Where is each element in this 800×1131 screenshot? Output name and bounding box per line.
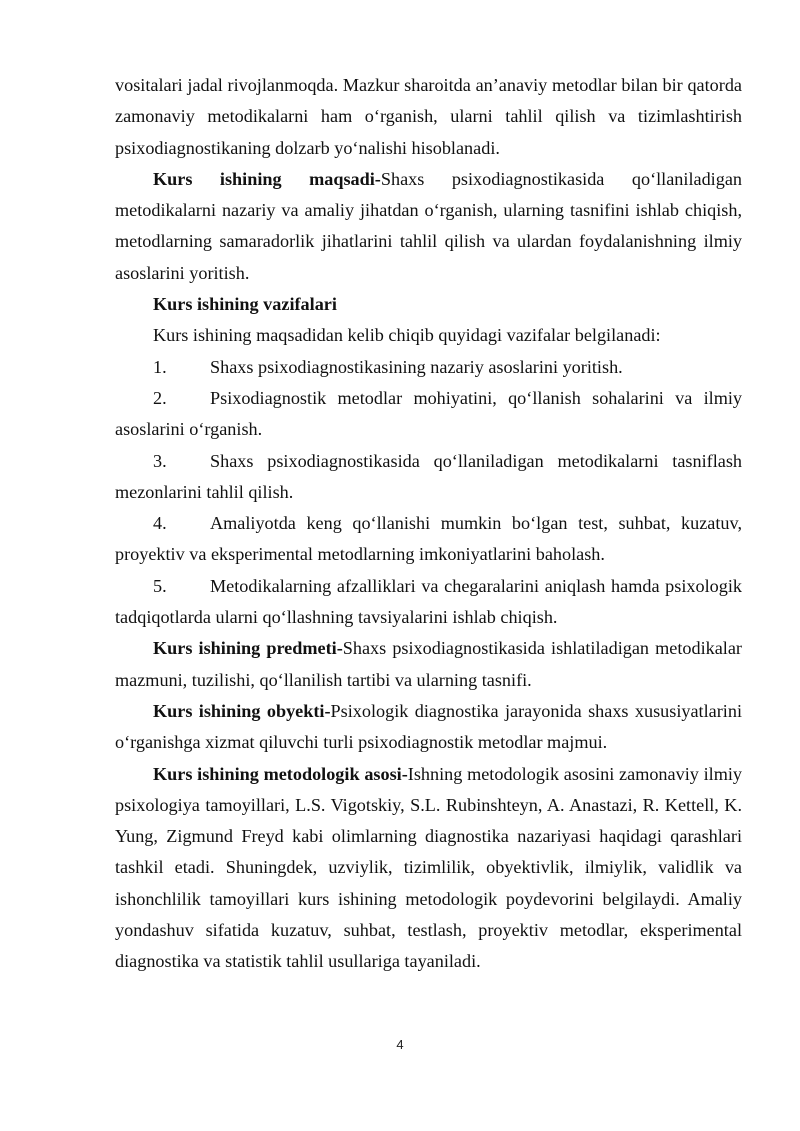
goal-paragraph bbox=[115, 164, 742, 289]
object-text: Psixologik diagnostika jarayonida shaxs xususiyatlarini o‘rganishga xizmat qiluvchi turli psixodiagnostik metodlar majmui. bbox=[115, 700, 742, 753]
methodology-label: Kurs ishining metodologik asosi- bbox=[153, 763, 408, 784]
list-item bbox=[115, 571, 742, 634]
subject-paragraph bbox=[115, 633, 742, 696]
list-item-number: 5. bbox=[153, 575, 167, 596]
list-item-text: Amaliyotda keng qo‘llanishi mumkin bo‘lgan test, suhbat, kuzatuv, proyektiv va eksperimental metodlarning imkoniyatlarini baholash. bbox=[115, 513, 742, 565]
goal-label: Kurs ishining maqsadi- bbox=[153, 168, 381, 189]
list-item-text: Metodikalarning afzalliklari va chegaralarini aniqlash hamda psixologik tadqiqotlarda ularni qo‘llashning tavsiyalarini ishlab chiqish. bbox=[115, 575, 742, 628]
object-label: Kurs ishining obyekti- bbox=[153, 700, 331, 721]
subject-label: Kurs ishining predmeti- bbox=[153, 638, 343, 659]
list-item bbox=[115, 508, 742, 571]
tasks-heading-text: Kurs ishining vazifalari bbox=[153, 294, 337, 315]
tasks-intro: Kurs ishining maqsadidan kelib chiqib quyidagi vazifalar belgilanadi: bbox=[153, 325, 661, 346]
intro-paragraph: vositalari jadal rivojlanmoqda. Mazkur sharoitda an’anaviy metodlar bilan bir qatorda zamonaviy metodikalarni ham o‘rganish, ularni tahlil qilish va tizimlashtirish psixodiagnostikaning dolzarb yo‘nalishi hisoblanadi. bbox=[115, 75, 742, 158]
page-number: 4 bbox=[396, 1037, 404, 1052]
list-item bbox=[115, 446, 742, 509]
list-item bbox=[115, 352, 742, 383]
list-item-text: Psixodiagnostik metodlar mohiyatini, qo‘llanish sohalarini va ilmiy asoslarini o‘rganish. bbox=[115, 387, 742, 440]
list-item-number: 2. bbox=[153, 387, 167, 408]
list-item-number: 3. bbox=[153, 450, 167, 471]
methodology-paragraph bbox=[115, 759, 742, 978]
list-item bbox=[115, 383, 742, 446]
list-item-number: 1. bbox=[153, 356, 167, 377]
list-item-number: 4. bbox=[153, 513, 167, 534]
methodology-text: Ishning metodologik asosini zamonaviy ilmiy psixologiya tamoyillari, L.S. Vigotskiy, S.L. Rubinshteyn, A. Anastazi, R. Kettell, K. Yung, Zigmund Freyd kabi olimlarning diagnostika nazariyasi haqidagi qarashlari tashkil etadi. Shuningdek, uzviylik, tizimlilik, obyektivlik, ilmiylik, validlik va ishonchlilik tamoyillari kurs ishining metodologik poydevorini belgilaydi. Amaliy yondashuv sifatida kuzatuv, suhbat, testlash, proyektiv metodlar, eksperimental diagnostika va statistik tahlil usullariga tayaniladi. bbox=[115, 763, 742, 972]
subject-text: Shaxs psixodiagnostikasida ishlatiladigan metodikalar mazmuni, tuzilishi, qo‘llanilish tartibi va ularning tasnifi. bbox=[115, 638, 742, 690]
object-paragraph bbox=[115, 696, 742, 759]
list-item-text: Shaxs psixodiagnostikasining nazariy asoslarini yoritish. bbox=[210, 356, 623, 377]
page-content bbox=[115, 70, 742, 978]
list-item-text: Shaxs psixodiagnostikasida qo‘llaniladigan metodikalarni tasniflash mezonlarini tahlil qilish. bbox=[115, 450, 742, 502]
goal-text: Shaxs psixodiagnostikasida qo‘llaniladigan metodikalarni nazariy va amaliy jihatdan o‘rganish, ularning tasnifini ishlab chiqish, metodlarning samaradorlik jihatlarini tahlil qilish va ulardan foydalanishning ilmiy asoslarini yoritish. bbox=[115, 168, 742, 283]
tasks-heading bbox=[115, 289, 742, 320]
